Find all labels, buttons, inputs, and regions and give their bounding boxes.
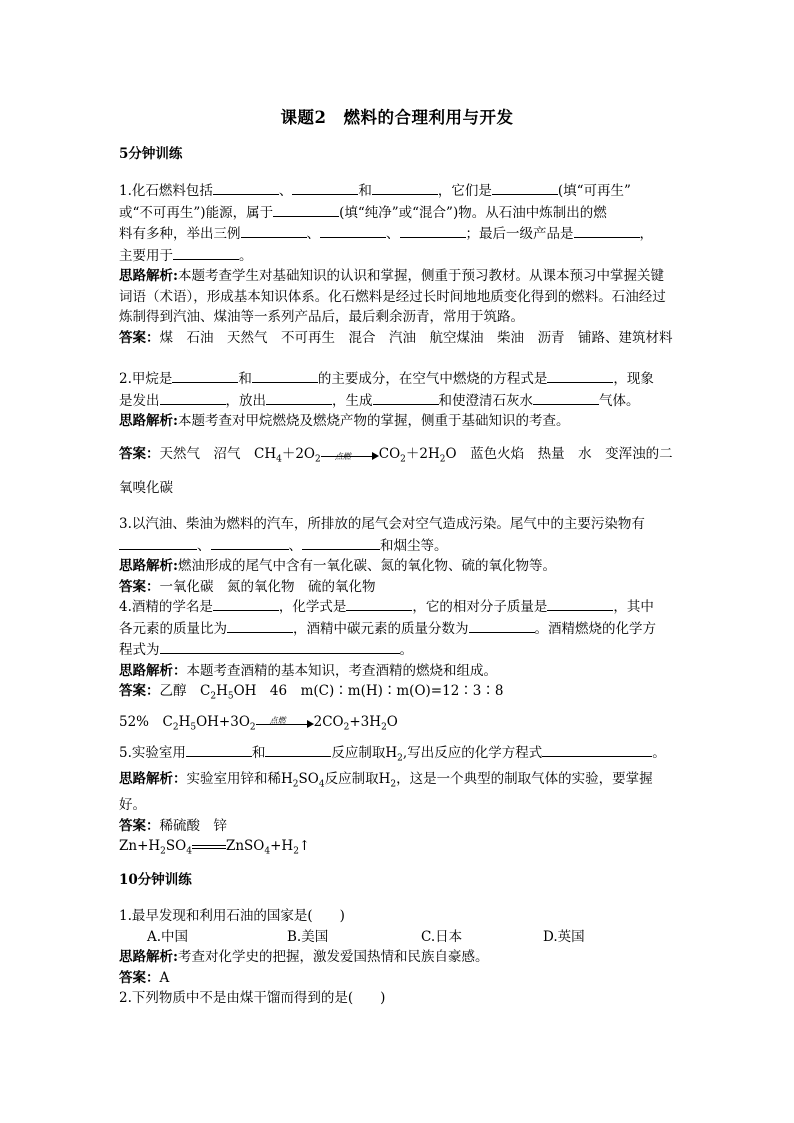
analysis-6: 思路解析:考查对化学史的把握，激发爱国热情和民族自豪感。 [119,949,489,965]
analysis-4: 思路解析：本题考查酒精的基本知识，考查酒精的燃烧和组成。 [119,662,497,679]
question-6: 1.最早发现和利用石油的国家是( ) A.中国 B.美国 C.日本 D.英国 思路解析:考查对化学史的把握，激发爱国热情和民族自豪感。 答案：A 2.下列物质中不是由煤干馏而得到的是( ) [119,906,675,1009]
option-c: C.日本 [421,928,463,945]
page-title: 课题2 燃料的合理利用与开发 [280,108,514,127]
question-2: 2.甲烷是 和 的主要成分，在空气中燃烧的方程式是 ，现象 是发出 ，放出 ，生成 和使澄清石灰水 气体。 思路解析:本题考查对甲烷燃烧及燃烧产物的掌握，侧重于基础知识的考查。 [119,368,675,432]
analysis-2: 思路解析:本题考查对甲烷燃烧及燃烧产物的掌握，侧重于基础知识的考查。 [119,413,570,429]
reaction-arrow: 点燃 [321,448,379,462]
answer-1: 答案：煤 石油 天然气 不可再生 混合 汽油 航空煤油 柴油 沥青 铺路、建筑材料 [119,329,673,346]
answer-5-equation: $Zn+H_2SO_4$ $ZnSO_4+H_2↑$ [119,838,311,858]
answer-5: 答案：稀硫酸 锌 [119,817,227,834]
analysis-3: 思路解析:燃油形成的尾气中含有一氧化碳、氮的氧化物、硫的氧化物等。 [119,558,556,574]
answer-4-equation: 52% $C_2H_5OH+3O_2$ 点燃 $2CO_2+3H_2O$ [119,714,398,733]
option-b: B.美国 [287,928,329,945]
analysis-1: 思路解析:本题考查学生对基础知识的认识和掌握，侧重于预习教材。从课本预习中掌握关键词语（术语），形成基本知识体系。化石燃料是经过长时间地地质变化得到的燃料。石油经过炼制得到汽油、煤油等一系列产品后，最后剩余沥青，常用于筑路。 [119,268,666,325]
option-d: D.英国 [543,928,585,945]
options-list [119,927,675,948]
option-a: A.中国 [147,928,189,945]
section-heading-10min: 10分钟训练 [119,872,192,888]
answer-2: 答案：天然气 沼气 $CH_4+2O_2$ 点燃 $CO_2+2H_2O$ 蓝色火焰 热量 水 变浑浊的二 氧嗅化碳 [119,446,673,496]
question-7: 2.下列物质中不是由煤干馏而得到的是( ) [119,990,386,1006]
answer-3: 答案：一氧化碳 氮的氧化物 硫的氧化物 [119,578,376,595]
equals-sign [192,845,226,849]
answer-4: 答案：乙醇 $C_2H_5OH$ 46 m(C)∶m(H)∶m(O)=12∶3∶8 [119,683,504,702]
question-3: 3.以汽油、柴油为燃料的汽车，所排放的尾气会对空气造成污染。尾气中的主要污染物有 、 、 和烟尘等。 思路解析:燃油形成的尾气中含有一氧化碳、氮的氧化物、硫的氧化物等。 答案：一氧化碳 氮的氧化物 硫的氧化物 [119,514,675,597]
question-5: 5.实验室用 和 反应制取$H_2$,写出反应的化学方程式 。 思路解析：实验室用锌和稀$H_2SO_4$反应制取$H_2$，这是一个典型的制取气体的实验，要掌握好。 答案：稀硫酸 锌 $Zn+H_2SO_4$ $ZnSO_4+H_2↑$ [119,742,675,863]
answer-6: 答案：A [119,969,170,986]
analysis-5: 思路解析：实验室用锌和稀$H_2SO_4$反应制取$H_2$，这是一个典型的制取气体的实验，要掌握好。 [119,771,653,814]
section-heading-5min: 5分钟训练 [119,146,183,162]
question-4: 4.酒精的学名是 ，化学式是 ，它的相对分子质量是 ，其中 各元素的质量比为 ，酒精中碳元素的质量分数为 。酒精燃烧的化学方 程式为 。 思路解析：本题考查酒精的基本知识，考查酒精的燃烧和组成。 答案：乙醇 $C_2H_5OH$ 46 m(C)∶m(H)∶m(O)=12∶3∶8 [119,596,675,707]
question-1: 1.化石燃料包括 、 和 ，它们是 (填“可再生” 或“不可再生”)能源，属于 (填“纯净”或“混合”)物。从石油中炼制出的燃 料有多种，举出三例 、 、 ；最后一级产品是 ， 主要用于 。 思路解析:本题考查学生对基础知识的认识和掌握，侧重于预习教材。从课本预习中掌握关键词语（术语），形成基本知识体系。化石燃料是经过长时间地地质变化得到的燃料。石油经过炼制得到汽油、煤油等一系列产品后，最后剩余沥青，常用于筑路。 答案：煤 石油 天然气 不可再生 混合 汽油 航空煤油 柴油 沥青 铺路、建筑材料 [119,180,675,348]
reaction-arrow: 点燃 [256,716,314,730]
